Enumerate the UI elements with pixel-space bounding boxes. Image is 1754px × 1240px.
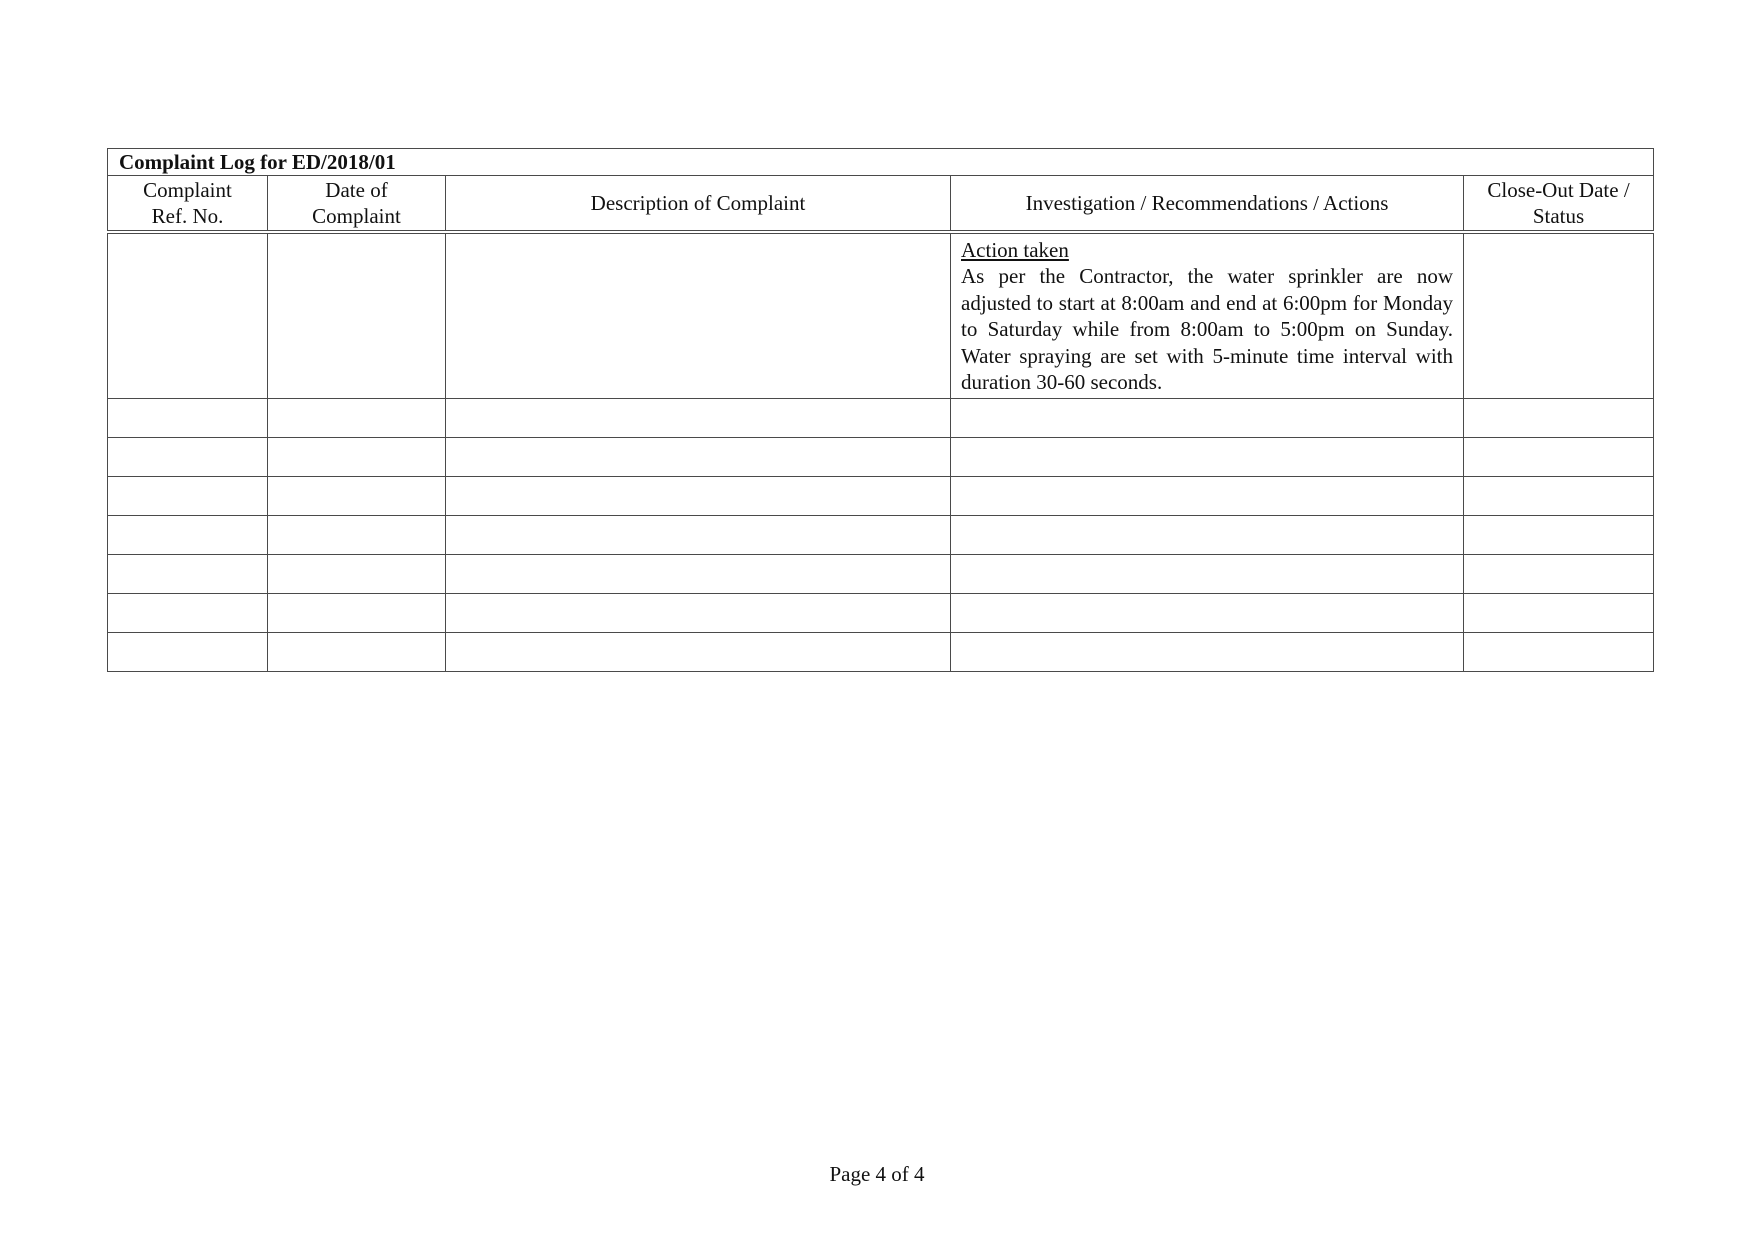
table-row	[108, 633, 1654, 672]
header-complaint-ref-no: Complaint Ref. No.	[108, 176, 268, 233]
empty-cell	[108, 438, 268, 477]
table-title: Complaint Log for ED/2018/01	[108, 149, 1654, 176]
empty-cell	[1464, 438, 1654, 477]
empty-cell	[446, 555, 951, 594]
empty-cell	[951, 399, 1464, 438]
table-row	[108, 399, 1654, 438]
complaint-log-table	[107, 148, 1654, 672]
empty-cell	[108, 516, 268, 555]
cell-description	[446, 232, 951, 399]
header-date-of-complaint: Date of Complaint	[268, 176, 446, 233]
empty-cell	[951, 477, 1464, 516]
empty-cell	[268, 633, 446, 672]
empty-cell	[951, 438, 1464, 477]
action-taken-text: As per the Contractor, the water sprinkler are now adjusted to start at 8:00am and end at 6:00pm for Monday to Saturday while from 8:00am to 5:00pm on Sunday. Water spraying are set with 5-minute time interval with duration 30-60 seconds.	[961, 264, 1453, 394]
empty-cell	[1464, 555, 1654, 594]
empty-cell	[446, 516, 951, 555]
empty-cell	[446, 438, 951, 477]
empty-cell	[446, 594, 951, 633]
table-row	[108, 477, 1654, 516]
empty-cell	[108, 399, 268, 438]
empty-cell	[268, 438, 446, 477]
empty-cell	[268, 399, 446, 438]
empty-cell	[108, 477, 268, 516]
page-number: Page 4 of 4	[829, 1162, 925, 1186]
empty-cell	[268, 477, 446, 516]
table-title-row	[108, 149, 1654, 176]
header-investigation: Investigation / Recommendations / Actions	[951, 176, 1464, 233]
table-row	[108, 555, 1654, 594]
empty-cell	[951, 555, 1464, 594]
empty-cell	[108, 555, 268, 594]
empty-cell	[268, 555, 446, 594]
cell-date	[268, 232, 446, 399]
empty-cell	[268, 594, 446, 633]
empty-cell	[1464, 399, 1654, 438]
header-closeout-status: Close-Out Date / Status	[1464, 176, 1654, 233]
empty-cell	[108, 633, 268, 672]
header-description: Description of Complaint	[446, 176, 951, 233]
table-row	[108, 232, 1654, 399]
empty-cell	[951, 516, 1464, 555]
cell-investigation	[951, 232, 1464, 399]
empty-cell	[1464, 516, 1654, 555]
cell-closeout	[1464, 232, 1654, 399]
empty-cell	[951, 633, 1464, 672]
empty-cell	[446, 633, 951, 672]
table-row	[108, 594, 1654, 633]
cell-ref-no	[108, 232, 268, 399]
empty-cell	[268, 516, 446, 555]
empty-cell	[446, 399, 951, 438]
empty-cell	[951, 594, 1464, 633]
table-header-row	[108, 176, 1654, 233]
empty-cell	[1464, 633, 1654, 672]
empty-cell	[108, 594, 268, 633]
empty-cell	[446, 477, 951, 516]
empty-cell	[1464, 477, 1654, 516]
table-row	[108, 438, 1654, 477]
table-row	[108, 516, 1654, 555]
empty-cell	[1464, 594, 1654, 633]
action-taken-heading: Action taken	[961, 237, 1069, 262]
